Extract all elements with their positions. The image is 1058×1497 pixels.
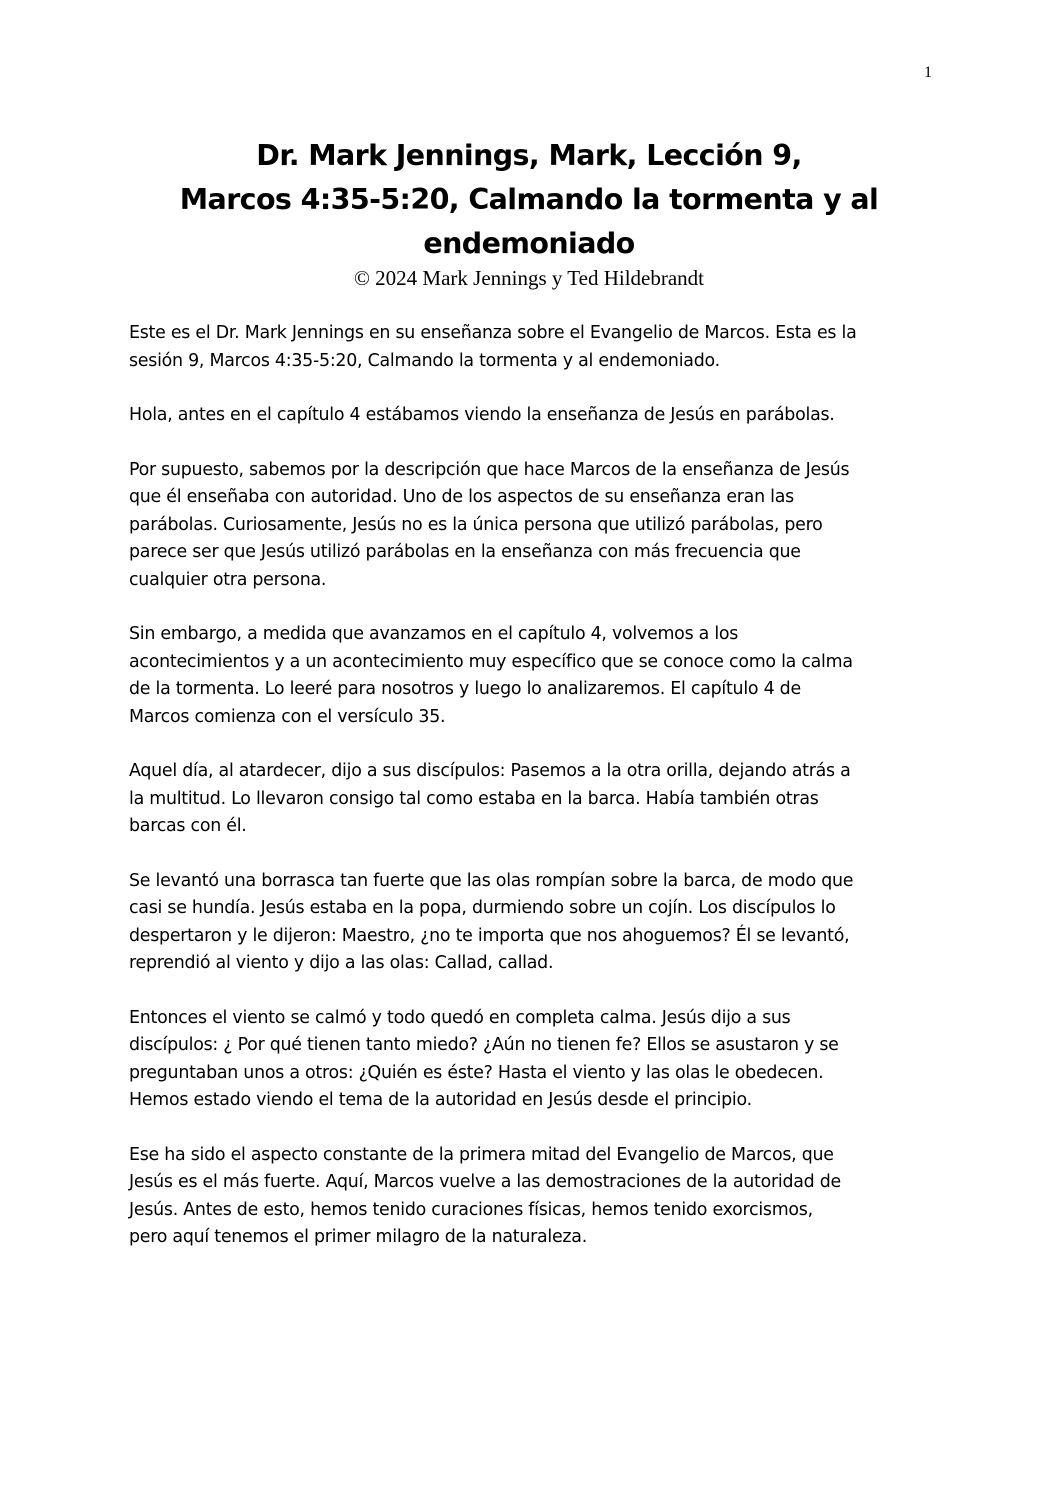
paragraph [129,457,939,595]
paragraph-line: Este es el Dr. Mark Jennings en su enseñanza sobre el Evangelio de Marcos. Esta es la [129,323,857,343]
document-header [128,134,930,292]
paragraph-line: casi se hundía. Jesús estaba en la popa, durmiendo sobre un cojín. Los discípulos lo [129,898,836,918]
paragraph-line: que él enseñaba con autoridad. Uno de los aspectos de su enseñanza eran las [129,487,794,507]
paragraph-line: acontecimientos y a un acontecimiento muy específico que se conoce como la calma [129,651,853,672]
paragraph [129,868,939,978]
paragraph [129,621,939,731]
paragraph-line: Marcos comienza con el versículo 35. [129,706,446,727]
paragraph-line: despertaron y le dijeron: Maestro, ¿no te importa que nos ahoguemos? Él se levantó, [129,925,850,946]
paragraph-line: Se levantó una borrasca tan fuerte que las olas rompían sobre la barca, de modo que [129,870,854,891]
paragraph-line: Hemos estado viendo el tema de la autoridad en Jesús desde el principio. [129,1090,752,1110]
paragraph [129,758,939,841]
document-title-line: endemoniado [423,227,635,260]
paragraph-line: Por supuesto, sabemos por la descripción que hace Marcos de la enseñanza de Jesús [129,459,850,480]
paragraph-line: parece ser que Jesús utilizó parábolas en la enseñanza con más frecuencia que [129,542,801,562]
paragraph [129,402,939,430]
paragraph-line: preguntaban unos a otros: ¿Quién es éste? Hasta el viento y las olas le obedecen. [129,1062,824,1083]
paragraph-line: de la tormenta. Lo leeré para nosotros y luego lo analizaremos. El capítulo 4 de [129,679,801,699]
paragraph-line: sesión 9, Marcos 4:35-5:20, Calmando la tormenta y al endemoniado. [129,350,720,371]
paragraph-line: reprendió al viento y dijo a las olas: Callad, callad. [129,953,554,973]
paragraph-line: la multitud. Lo llevaron consigo tal como estaba en la barca. Había también otras [129,788,819,809]
paragraph [129,1142,939,1252]
paragraph-line: barcas con él. [129,816,247,836]
paragraph-line: Entonces el viento se calmó y todo quedó en completa calma. Jesús dijo a sus [129,1007,791,1028]
paragraph [129,320,939,375]
document-title-line: Dr. Mark Jennings, Mark, Lección 9, [256,139,802,172]
paragraph [129,1005,939,1115]
paragraph-line: Ese ha sido el aspecto constante de la primera mitad del Evangelio de Marcos, que [129,1144,834,1165]
paragraph-line: cualquier otra persona. [129,569,327,590]
document-title-line: Marcos 4:35-5:20, Calmando la tormenta y al [179,183,879,216]
paragraph-line: Hola, antes en el capítulo 4 estábamos viendo la enseñanza de Jesús en parábolas. [129,405,835,425]
paragraph-line: pero aquí tenemos el primer milagro de la naturaleza. [129,1227,587,1247]
paragraph-line: parábolas. Curiosamente, Jesús no es la única persona que utilizó parábolas, pero [129,514,823,535]
page-number: 1 [924,64,932,81]
paragraph-line: Aquel día, al atardecer, dijo a sus discípulos: Pasemos a la otra orilla, dejando atrás a [129,761,851,781]
paragraph-line: Jesús es el más fuerte. Aquí, Marcos vuelve a las demostraciones de la autoridad de [129,1172,841,1192]
paragraph-line: Sin embargo, a medida que avanzamos en el capítulo 4, volvemos a los [129,624,739,644]
document-body [129,320,939,1279]
paragraph-line: discípulos: ¿ Por qué tienen tanto miedo? ¿Aún no tienen fe? Ellos se asustaron y se [129,1035,839,1055]
copyright-notice: © 2024 Mark Jennings y Ted Hildebrandt [353,266,705,290]
paragraph-line: Jesús. Antes de esto, hemos tenido curaciones físicas, hemos tenido exorcismos, [129,1199,813,1220]
